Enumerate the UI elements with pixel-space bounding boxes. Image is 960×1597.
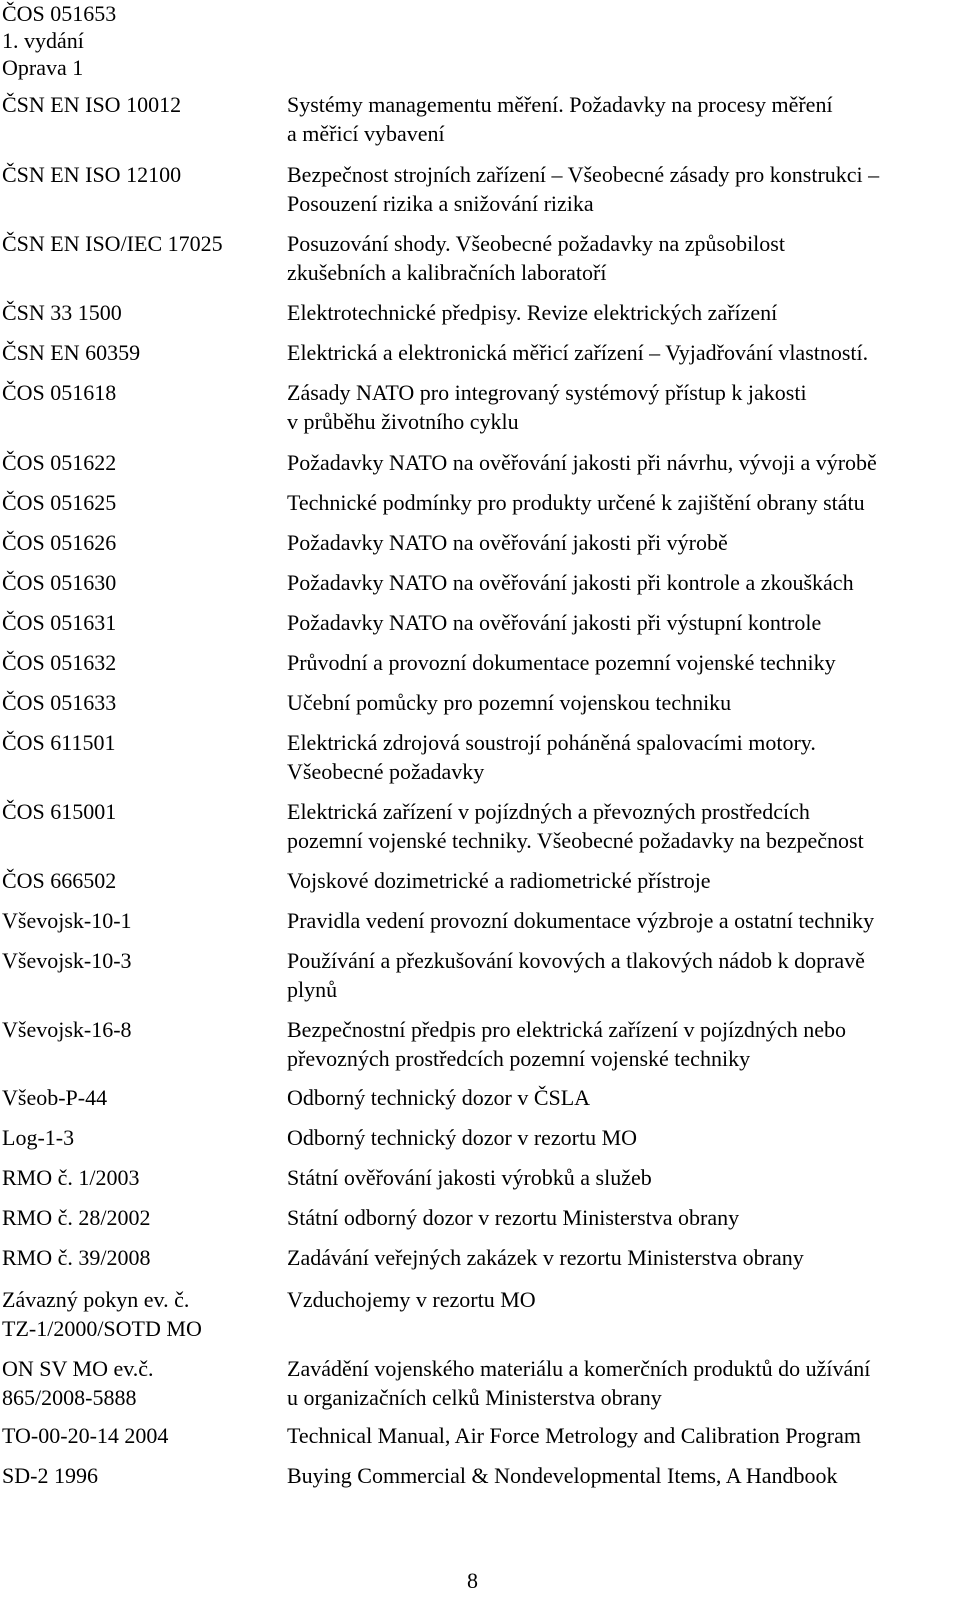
edition-label: 1. vydání (2, 28, 84, 53)
reference-code: Závazný pokyn ev. č. TZ-1/2000/SOTD MO (2, 1287, 202, 1341)
reference-title: Učební pomůcky pro pozemní vojenskou techniku (287, 690, 732, 715)
reference-title: Bezpečnost strojních zařízení – Všeobecné zásady pro konstrukci – Posouzení rizika a snižování rizika (287, 162, 880, 216)
page-number: 8 (467, 1568, 478, 1593)
reference-title: Odborný technický dozor v rezortu MO (287, 1125, 638, 1150)
reference-title: Zavádění vojenského materiálu a komerčních produktů do užívání u organizačních celků Ministerstva obrany (287, 1356, 871, 1410)
reference-code: TO-00-20-14 2004 (2, 1423, 169, 1448)
reference-title: Buying Commercial & Nondevelopmental Items, A Handbook (287, 1463, 838, 1488)
doc-code: ČOS 051653 (2, 1, 117, 26)
reference-code: ČOS 051630 (2, 570, 117, 595)
reference-title: Státní ověřování jakosti výrobků a služeb (287, 1165, 652, 1190)
reference-code: ČSN 33 1500 (2, 300, 122, 325)
reference-code: Vševojsk-10-3 (2, 948, 132, 973)
reference-code: ČOS 051633 (2, 690, 117, 715)
reference-code: ČSN EN ISO 10012 (2, 92, 182, 117)
reference-title: Průvodní a provozní dokumentace pozemní vojenské techniky (287, 650, 836, 675)
reference-title: Elektrická a elektronická měřicí zařízení – Vyjadřování vlastností. (287, 340, 869, 365)
reference-code: ON SV MO ev.č. 865/2008-5888 (2, 1356, 154, 1410)
reference-title: Požadavky NATO na ověřování jakosti při kontrole a zkouškách (287, 570, 854, 595)
reference-code: RMO č. 28/2002 (2, 1205, 151, 1230)
reference-title: Systémy managementu měření. Požadavky na procesy měření a měřicí vybavení (287, 92, 833, 146)
reference-title: Státní odborný dozor v rezortu Ministerstva obrany (287, 1205, 740, 1230)
reference-title: Elektrická zdrojová soustrojí poháněná spalovacími motory. Všeobecné požadavky (287, 730, 816, 784)
reference-title: Požadavky NATO na ověřování jakosti při výrobě (287, 530, 728, 555)
reference-code: ČOS 051618 (2, 380, 117, 405)
reference-code: ČOS 615001 (2, 799, 117, 824)
reference-code: ČOS 051632 (2, 650, 117, 675)
reference-title: Bezpečnostní předpis pro elektrická zařízení v pojízdných nebo převozných prostředcích pozemní vojenské techniky (287, 1017, 846, 1071)
reference-title: Elektrotechnické předpisy. Revize elektrických zařízení (287, 300, 778, 325)
reference-title: Požadavky NATO na ověřování jakosti při návrhu, vývoji a výrobě (287, 450, 877, 475)
reference-title: Požadavky NATO na ověřování jakosti při výstupní kontrole (287, 610, 822, 635)
reference-title: Elektrická zařízení v pojízdných a převozných prostředcích pozemní vojenské techniky. Všeobecné požadavky na bezpečnost (287, 799, 864, 853)
reference-code: ČOS 051631 (2, 610, 117, 635)
reference-code: ČOS 051622 (2, 450, 117, 475)
reference-title: Pravidla vedení provozní dokumentace výzbroje a ostatní techniky (287, 908, 875, 933)
reference-code: ČSN EN ISO/IEC 17025 (2, 231, 223, 256)
reference-code: Všeob-P-44 (2, 1085, 108, 1110)
reference-code: ČSN EN ISO 12100 (2, 162, 182, 187)
reference-title: Zásady NATO pro integrovaný systémový přístup k jakosti v průběhu životního cyklu (287, 380, 807, 434)
reference-title: Odborný technický dozor v ČSLA (287, 1085, 591, 1110)
reference-code: SD-2 1996 (2, 1463, 98, 1488)
reference-code: Vševojsk-10-1 (2, 908, 132, 933)
reference-title: Posuzování shody. Všeobecné požadavky na způsobilost zkušebních a kalibračních laboratoří (287, 231, 785, 285)
amendment-label: Oprava 1 (2, 55, 84, 80)
reference-title: Technical Manual, Air Force Metrology and Calibration Program (287, 1423, 861, 1448)
reference-title: Technické podmínky pro produkty určené k zajištění obrany státu (287, 490, 865, 515)
reference-title: Zadávání veřejných zakázek v rezortu Ministerstva obrany (287, 1245, 804, 1270)
reference-code: ČOS 051625 (2, 490, 117, 515)
reference-code: ČOS 666502 (2, 868, 117, 893)
reference-title: Vzduchojemy v rezortu MO (287, 1287, 536, 1312)
reference-title: Používání a přezkušování kovových a tlakových nádob k dopravě plynů (287, 948, 865, 1002)
reference-title: Vojskové dozimetrické a radiometrické přístroje (287, 868, 711, 893)
reference-code: Log-1-3 (2, 1125, 75, 1150)
reference-code: Vševojsk-16-8 (2, 1017, 132, 1042)
reference-code: ČSN EN 60359 (2, 340, 141, 365)
document-header (2, 0, 116, 81)
reference-code: RMO č. 39/2008 (2, 1245, 151, 1270)
reference-code: ČOS 051626 (2, 530, 117, 555)
reference-code: ČOS 611501 (2, 730, 116, 755)
reference-code: RMO č. 1/2003 (2, 1165, 140, 1190)
